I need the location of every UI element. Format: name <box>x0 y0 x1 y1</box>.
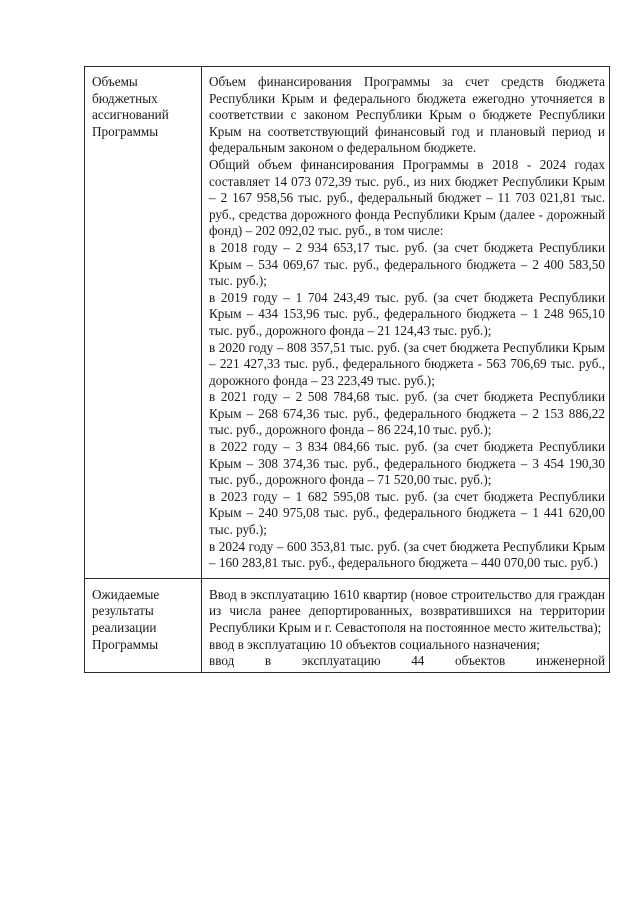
label-line: реализации <box>92 620 157 635</box>
row-content-budget <box>202 67 610 579</box>
paragraph: ввод в эксплуатацию 10 объектов социального назначения; <box>209 636 540 652</box>
label-line: ассигнований <box>92 107 169 123</box>
paragraph: в 2022 году – 3 834 084,66 тыс. руб. (за счет бюджета Республики Крым – 308 374,36 тыс. руб., федерального бюджета – 3 454 190,30 тыс. руб., дорожного фонда – 71 520,00 тыс. руб.); <box>209 439 605 488</box>
paragraph: в 2020 году – 808 357,51 тыс. руб. (за счет бюджета Республики Крым – 221 427,33 тыс. руб., федерального бюджета - 563 706,69 тыс. руб., дорожного фонда – 23 223,49 тыс. руб.); <box>209 339 605 388</box>
label-line: Программы <box>92 636 159 652</box>
label-line: Объемы <box>92 74 138 89</box>
row-label-results <box>85 578 202 672</box>
label-line: Ожидаемые <box>92 586 160 602</box>
table-row <box>85 67 610 579</box>
label-line: результаты <box>92 603 154 619</box>
paragraph: в 2023 году – 1 682 595,08 тыс. руб. (за счет бюджета Республики Крым – 240 975,08 тыс. руб., федерального бюджета – 1 441 620,00 тыс. руб.); <box>209 488 605 538</box>
paragraph: в 2021 году – 2 508 784,68 тыс. руб. (за счет бюджета Республики Крым – 268 674,36 тыс. руб., федерального бюджета – 2 153 886,22 тыс. руб., дорожного фонда – 86 224,10 тыс. руб.); <box>209 389 605 438</box>
program-passport-table <box>84 66 610 673</box>
label-line: Программы <box>92 123 159 139</box>
paragraph: в 2018 году – 2 934 653,17 тыс. руб. (за счет бюджета Республики Крым – 534 069,67 тыс. руб., федерального бюджета – 2 400 583,50 тыс. руб.); <box>209 239 605 289</box>
paragraph: Общий объем финансирования Программы в 2018 - 2024 годах составляет 14 073 072,39 тыс. руб., из них бюджет Республики Крым – 2 167 958,56 тыс. руб., федеральный бюджет – 11 703 021,81 тыс. руб., средства дорожного фонда Республики Крым (далее - дорожный фонд) – 202 092,02 тыс. руб., в том числе: <box>209 156 605 239</box>
row-label-budget <box>85 67 202 579</box>
table-row <box>85 578 610 672</box>
paragraph: в 2019 году – 1 704 243,49 тыс. руб. (за счет бюджета Республики Крым – 434 153,96 тыс. руб., федерального бюджета – 1 248 965,10 тыс. руб., дорожного фонда – 21 124,43 тыс. руб.); <box>209 289 605 338</box>
paragraph: в 2024 году – 600 353,81 тыс. руб. (за счет бюджета Республики Крым – 160 283,81 тыс. руб., федерального бюджета – 440 070,00 тыс. руб.) <box>209 538 605 571</box>
paragraph: Объем финансирования Программы за счет средств бюджета Республики Крым и федерального бюджета ежегодно уточняется в соответствии с законом Республики Крым о бюджете Республики Крым на соответствующий финансовый год и плановый период и федеральным законом о федеральном бюджете. <box>209 74 605 156</box>
paragraph: ввод в эксплуатацию 44 объектов инженерной <box>209 653 605 669</box>
paragraph: Ввод в эксплуатацию 1610 квартир (новое строительство для граждан из числа ранее депортированных, возвратившихся на территории Республики Крым и г. Севастополя на постоянное место жительства); <box>209 586 605 635</box>
label-line: бюджетных <box>92 90 158 106</box>
row-content-results <box>202 578 610 672</box>
